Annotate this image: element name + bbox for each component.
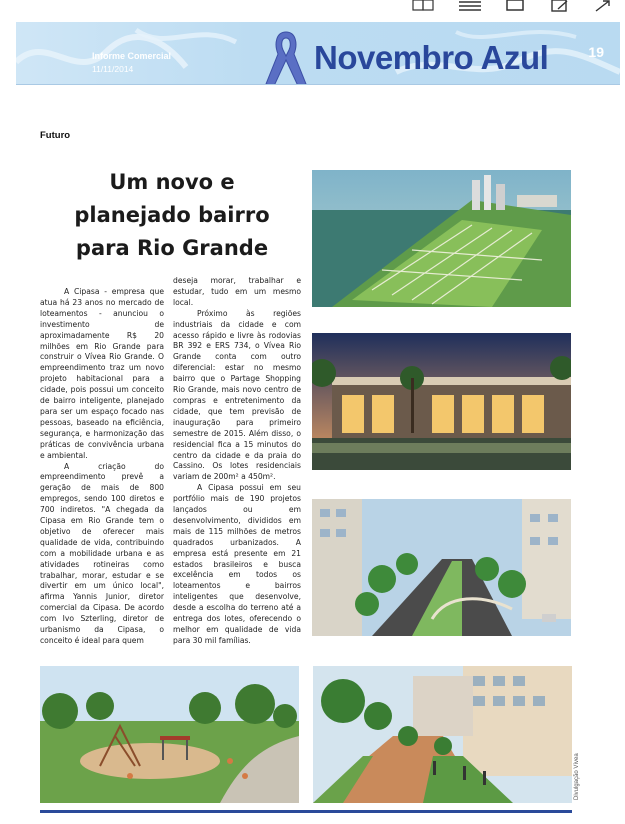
page-icon[interactable] xyxy=(503,0,525,12)
paragraph: A Cipasa - empresa que atua há 23 anos no mercado de loteamentos - anunciou o investimento de aproximadamente R$ 20 milhões em Rio Grande para construir o Vívea Rio Grande. O empreendimento traz um novo projeto habitacional para a cidade, pois possui um conceito de bairro inteligente, planejado para ser um espaço focado nas pessoas, baseado na eficiência, segurança, e harmonização das práticas de convivência urbana e ambiental. xyxy=(40,287,164,460)
edit-icon[interactable] xyxy=(549,0,571,12)
awareness-ribbon-icon xyxy=(262,28,310,85)
article-column-2 xyxy=(173,276,301,647)
footer-rule xyxy=(40,810,572,813)
residential-street-image xyxy=(313,666,572,803)
section-label: Futuro xyxy=(40,130,71,141)
page-number: 19 xyxy=(588,44,604,60)
paragraph-continued: deseja morar, trabalhar e estudar, tudo em um mesmo local. xyxy=(173,276,301,307)
banner-title: Novembro Azul xyxy=(314,39,549,76)
list-icon[interactable] xyxy=(457,0,479,12)
paragraph: A criação do empreendimento prevê a geração de mais de 800 empregos, sendo 100 diretos e 700 indiretos. "A chegada da Cipasa em Rio Grande tem o objetivo de oferecer mais qualidade de vida, contribuindo com a mobilidade urbana e as atividades rotineiras como trabalhar, morar, estudar e se divertir em um único local", afirma Yannis Junior, diretor comercial da Cipasa. De acordo com Ivo Szterling, diretor de urbanismo da Cipasa, o conceito é ideal para quem xyxy=(40,461,164,645)
viewer-toolbar xyxy=(411,0,617,16)
expand-icon[interactable] xyxy=(595,0,617,12)
paragraph: Próximo às regiões industriais da cidade e com acesso rápido e livre às rodovias BR 392 e ERS 734, o Vívea Rio Grande conta com outro diferencial: estar no mesmo bairro que o Partage Shopping Rio Grande, mais novo centro de compras e entretenimento da cidade, que tem previsão de inauguração para primeiro semestre de 2015. Além disso, o residencial fica a 15 minutos do centro da cidade e da praia do Cassino. Os lotes residenciais variam de 200m² a 450m². xyxy=(173,308,301,482)
boulevard-image xyxy=(312,499,571,636)
paragraph: A Cipasa possui em seu portfólio mais de 190 projetos lançados ou em desenvolvimento, divididos em mais de 115 milhões de metros quadrados urbanizados. A empresa está presente em 21 estados brasileiros e busca excelência em todos os loteamentos e bairros inteligentes que desenvolve, desde a escolha do terreno até a entrega dos lotes, oferecendo o melhor em qualidade de vida para 30 mil famílias. xyxy=(173,483,301,645)
informe-label: Informe Comercial xyxy=(92,51,172,61)
aerial-masterplan-image xyxy=(312,170,571,307)
shopping-center-image xyxy=(312,333,571,470)
header-banner xyxy=(16,22,620,85)
photo-credit: Divulgação Vívea xyxy=(574,753,580,800)
book-icon[interactable] xyxy=(411,0,433,12)
article-headline xyxy=(40,166,304,265)
headline-line: planejado bairro xyxy=(74,203,270,227)
headline-line: para Rio Grande xyxy=(75,236,269,260)
headline-line: Um novo e xyxy=(109,170,235,194)
article-column-1 xyxy=(40,287,164,647)
issue-date: 11/11/2014 xyxy=(92,64,134,74)
playground-park-image xyxy=(40,666,299,803)
